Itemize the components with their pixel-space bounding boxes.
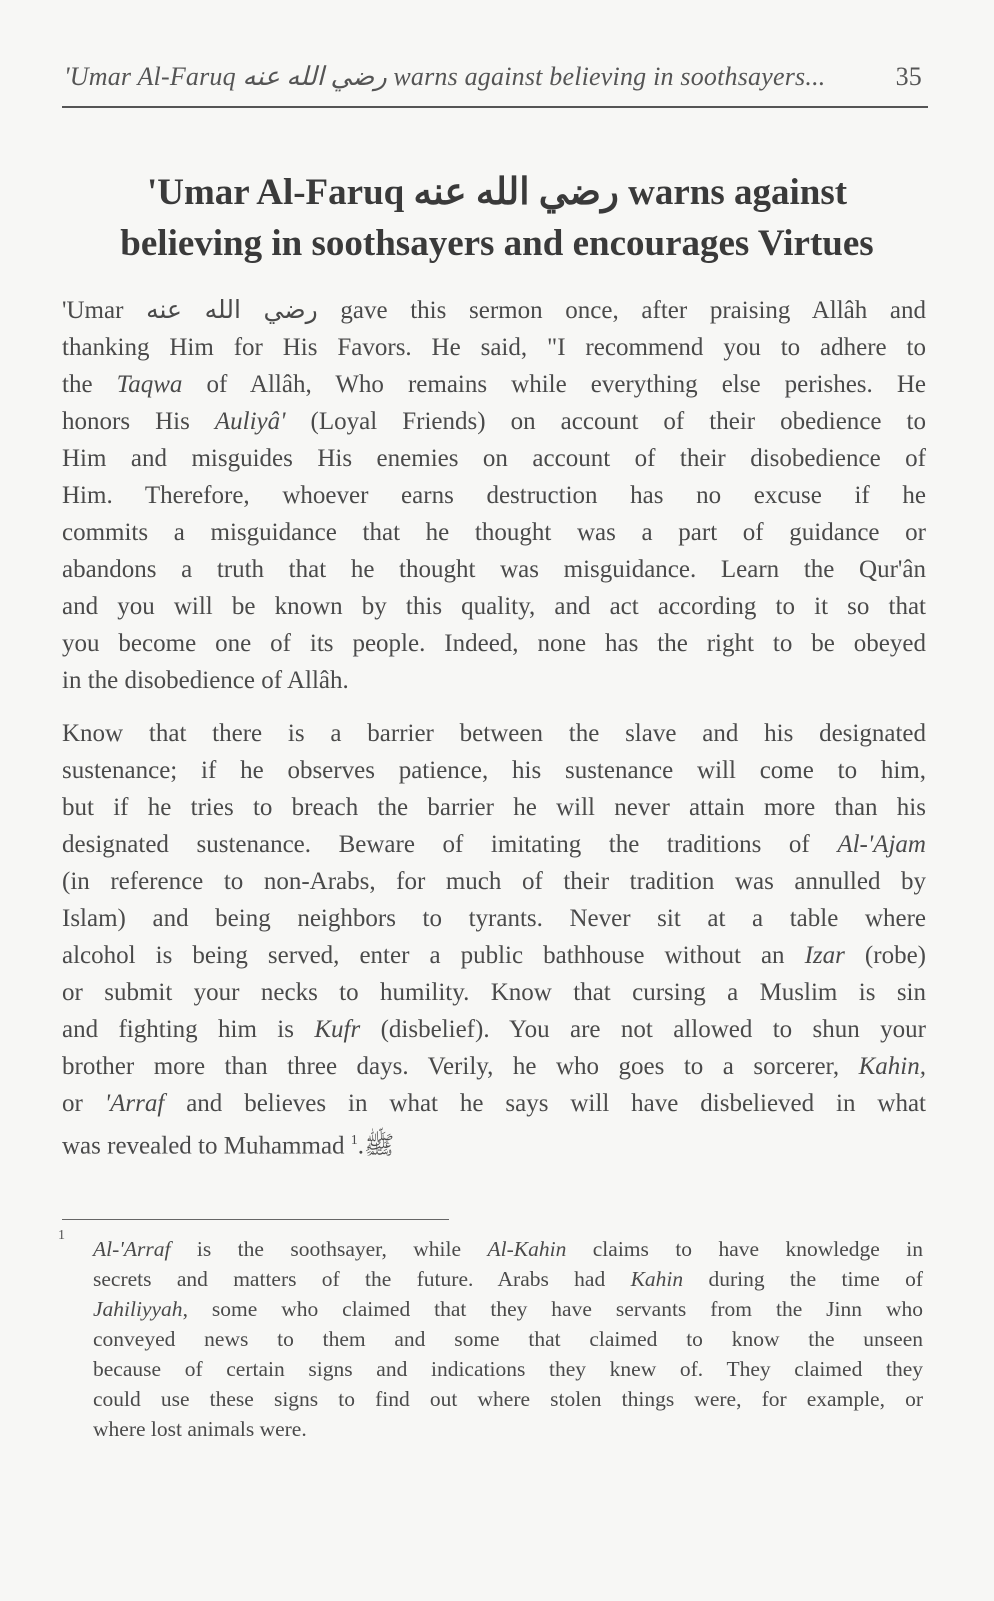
text-segment: because of certain signs and indications they knew of. They claimed they bbox=[93, 1357, 923, 1381]
text-segment: or bbox=[62, 1090, 105, 1117]
italic-term: Kahin bbox=[630, 1267, 684, 1291]
text-segment: Him and misguides His enemies on account of their disobedience of bbox=[62, 445, 926, 472]
italic-term: Al-'Ajam bbox=[837, 831, 926, 858]
text-line bbox=[62, 1085, 926, 1122]
text-line bbox=[62, 514, 926, 551]
paragraph-2 bbox=[62, 715, 926, 1159]
text-segment: secrets and matters of the future. Arabs had bbox=[93, 1267, 631, 1291]
header-rule bbox=[62, 106, 928, 108]
text-segment: the bbox=[62, 371, 117, 398]
text-segment: alcohol is being served, enter a public bathhouse without an bbox=[62, 942, 805, 969]
text-segment: , some who claimed that they have servants from the Jinn who bbox=[182, 1297, 923, 1321]
footnote-marker: 1 bbox=[58, 1228, 65, 1243]
text-line bbox=[62, 477, 926, 514]
text-line bbox=[62, 1122, 926, 1159]
footnote-text bbox=[93, 1234, 923, 1444]
italic-term: Al-Kahin bbox=[487, 1237, 567, 1261]
text-line bbox=[93, 1264, 923, 1294]
text-line bbox=[62, 789, 926, 826]
text-line bbox=[62, 329, 926, 366]
text-segment: where lost animals were. bbox=[93, 1417, 307, 1441]
chapter-title-line-2: believing in soothsayers and encourages Virtues bbox=[120, 223, 874, 264]
running-head-title: 'Umar Al-Faruq رضي الله عنه warns against believing in soothsayers... bbox=[64, 62, 826, 91]
text-segment: was revealed to Muhammad ﷺ. bbox=[62, 1132, 395, 1160]
text-line bbox=[62, 752, 926, 789]
italic-term: Al-'Arraf bbox=[93, 1237, 171, 1261]
text-line bbox=[93, 1384, 923, 1414]
text-line bbox=[62, 715, 926, 752]
text-line bbox=[62, 937, 926, 974]
text-segment: and you will be known by this quality, and act according to it so that bbox=[62, 593, 926, 620]
text-segment: Him. Therefore, whoever earns destruction has no excuse if he bbox=[62, 482, 926, 509]
text-segment: (Loyal Friends) on account of their obedience to bbox=[285, 408, 926, 435]
italic-term: 'Arraf bbox=[104, 1090, 165, 1117]
text-line bbox=[62, 440, 926, 477]
text-segment: could use these signs to find out where stolen things were, for example, or bbox=[93, 1387, 923, 1411]
text-segment: sustenance; if he observes patience, his sustenance will come to him, bbox=[62, 757, 926, 784]
text-line bbox=[62, 551, 926, 588]
text-segment: claims to have knowledge in bbox=[566, 1237, 923, 1261]
text-line bbox=[62, 826, 926, 863]
text-segment: thanking Him for His Favors. He said, "I recommend you to adhere to bbox=[62, 334, 926, 361]
text-line bbox=[62, 292, 926, 329]
footnote-reference: 1 bbox=[350, 1133, 358, 1148]
text-segment: commits a misguidance that he thought was a part of guidance or bbox=[62, 519, 926, 546]
italic-term: Kufr bbox=[314, 1016, 361, 1043]
text-line bbox=[62, 1011, 926, 1048]
text-line bbox=[62, 625, 926, 662]
text-line bbox=[93, 1324, 923, 1354]
text-segment: designated sustenance. Beware of imitating the traditions of bbox=[62, 831, 838, 858]
text-segment: during the time of bbox=[683, 1267, 923, 1291]
text-segment: and fighting him is bbox=[62, 1016, 315, 1043]
text-segment: abandons a truth that he thought was misguidance. Learn the Qur'ân bbox=[62, 556, 926, 583]
text-segment: (disbelief). You are not allowed to shun your bbox=[360, 1016, 926, 1043]
text-segment: Know that there is a barrier between the slave and his designated bbox=[62, 720, 926, 747]
italic-term: Izar bbox=[804, 942, 845, 969]
text-line bbox=[62, 366, 926, 403]
paragraph-1 bbox=[62, 292, 926, 699]
text-line bbox=[93, 1234, 923, 1264]
text-segment: (in reference to non-Arabs, for much of their tradition was annulled by bbox=[62, 868, 926, 895]
text-segment: and believes in what he says will have disbelieved in what bbox=[164, 1090, 927, 1117]
chapter-title-line-1: 'Umar Al-Faruq رضي الله عنه warns against bbox=[146, 172, 848, 213]
text-line bbox=[62, 863, 926, 900]
text-segment: in the disobedience of Allâh. bbox=[62, 667, 349, 694]
text-line bbox=[93, 1354, 923, 1384]
text-segment: honors His bbox=[62, 408, 215, 435]
text-line bbox=[93, 1294, 923, 1324]
text-line bbox=[62, 588, 926, 625]
text-segment: of Allâh, Who remains while everything else perishes. He bbox=[182, 371, 926, 398]
text-line bbox=[93, 1414, 923, 1444]
running-head bbox=[64, 62, 922, 92]
text-segment: you become one of its people. Indeed, none has the right to be obeyed bbox=[62, 630, 926, 657]
text-line bbox=[62, 974, 926, 1011]
text-segment: (robe) bbox=[844, 942, 927, 969]
text-segment: Islam) and being neighbors to tyrants. Never sit at a table where bbox=[62, 905, 926, 932]
italic-term: Auliyâ' bbox=[214, 408, 286, 435]
text-segment: is the soothsayer, while bbox=[170, 1237, 488, 1261]
text-segment: or submit your necks to humility. Know that cursing a Muslim is sin bbox=[62, 979, 926, 1006]
text-line bbox=[62, 1048, 926, 1085]
text-segment: but if he tries to breach the barrier he will never attain more than his bbox=[62, 794, 926, 821]
text-line bbox=[62, 662, 926, 699]
italic-term: Kahin, bbox=[858, 1053, 926, 1080]
text-segment: brother more than three days. Verily, he who goes to a sorcerer, bbox=[62, 1053, 859, 1080]
text-segment: 'Umar رضي الله عنه gave this sermon once, after praising Allâh and bbox=[62, 297, 926, 324]
italic-term: Jahiliyyah bbox=[93, 1297, 183, 1321]
footnote-rule bbox=[62, 1219, 449, 1220]
text-line bbox=[62, 900, 926, 937]
text-line bbox=[62, 403, 926, 440]
text-segment: conveyed news to them and some that claimed to know the unseen bbox=[93, 1327, 923, 1351]
page-number: 35 bbox=[895, 62, 922, 91]
italic-term: Taqwa bbox=[116, 371, 183, 398]
